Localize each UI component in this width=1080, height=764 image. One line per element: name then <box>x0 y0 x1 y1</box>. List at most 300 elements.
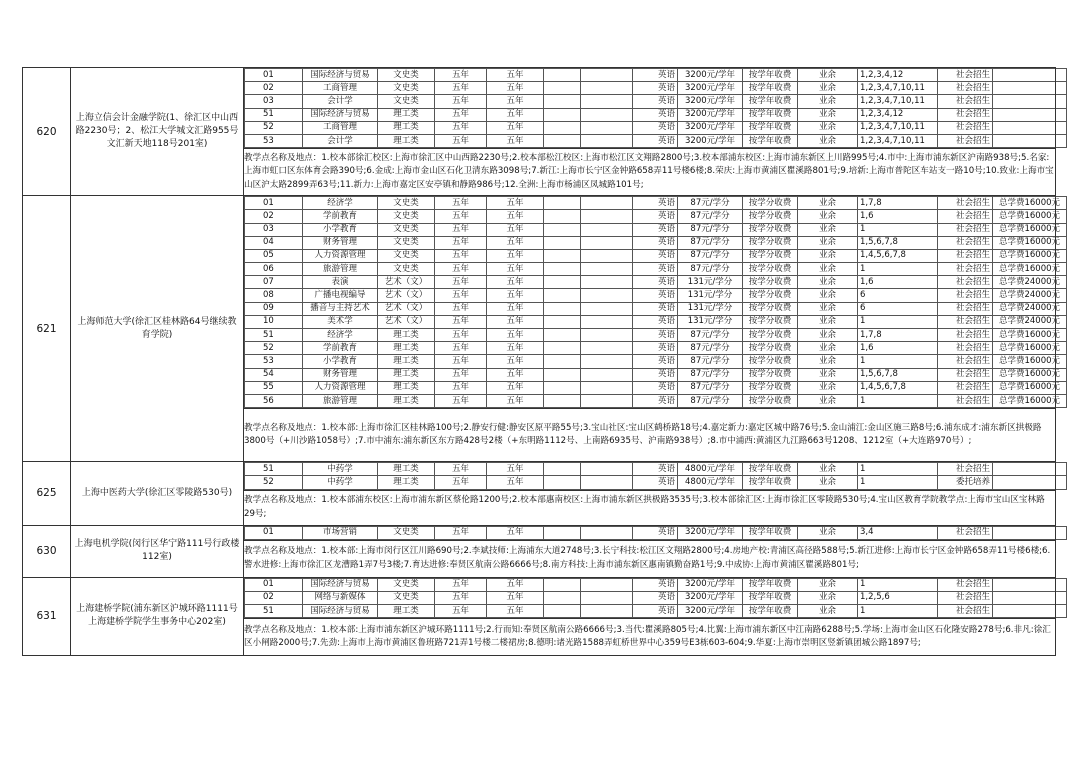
major-row <box>245 342 1067 355</box>
major-cell-col9: 按学年收费 <box>743 591 798 604</box>
majors-table <box>244 578 1067 619</box>
major-cell-col1: 国际经济与贸易 <box>303 578 378 591</box>
major-cell-col5 <box>544 236 581 249</box>
major-cell-col2: 文史类 <box>378 526 435 539</box>
major-cell-col8: 131元/学分 <box>678 276 743 289</box>
major-cell-col1: 经济学 <box>303 329 378 342</box>
major-cell-col11: 6 <box>858 302 938 315</box>
major-cell-col2: 理工类 <box>378 329 435 342</box>
major-cell-col9: 按学分收费 <box>743 394 798 407</box>
major-cell-col8: 3200元/学年 <box>678 578 743 591</box>
major-cell-col10: 业余 <box>798 197 858 210</box>
major-cell-col6 <box>581 263 633 276</box>
major-cell-col1: 学前教育 <box>303 210 378 223</box>
major-cell-col0: 07 <box>245 276 303 289</box>
major-cell-col10: 业余 <box>798 302 858 315</box>
major-cell-col3: 五年 <box>435 591 487 604</box>
teaching-sites-note: 教学点名称及地点：1.校本部:上海市徐汇区桂林路100号;2.静安行健:静安区原平路55号;3.宝山社区:宝山区鹤桥路18号;4.嘉定新力:嘉定区城中路76号;5.金山浦江:金山区施三路8号;6.浦东成才:浦东新区拱极路3800号（+川沙路1058号）;7.市中浦东:浦东新区东方路428号2楼（+东明路1112号、上南路6935号、沪南路938号）;8.市中浦西:黄浦区九江路663号1208、1212室（+大连路970号）; <box>244 409 1056 462</box>
major-cell-col5 <box>544 134 581 147</box>
major-cell-col0: 51 <box>245 108 303 121</box>
institution-name: 上海立信会计金融学院(1、徐汇区中山西路2230号；2、松江大学城文汇路955号文汇新天地118号201室) <box>71 68 244 196</box>
major-cell-col12: 社会招生 <box>938 355 993 368</box>
major-cell-col9: 按学分收费 <box>743 223 798 236</box>
major-cell-col1: 市场营销 <box>303 526 378 539</box>
majors-cell <box>244 462 1056 490</box>
major-cell-col7: 英语 <box>633 95 678 108</box>
major-cell-col8: 131元/学分 <box>678 315 743 328</box>
major-cell-col5 <box>544 263 581 276</box>
major-cell-col1: 国际经济与贸易 <box>303 69 378 82</box>
major-cell-col11: 1,5,6,7,8 <box>858 368 938 381</box>
teaching-sites-note: 教学点名称及地点：1.校本部:上海市闵行区江川路690号;2.李斌技师:上海浦东大道2748号;3.长宁科技:松江区文翔路2800号;4.房地产校:青浦区高径路588号;5.新江进修:上海市长宁区金钟路658弄11号楼6楼;6.警水进修:上海市徐汇区龙漕路1弄7号3楼;7.育达进修:奉贤区航南公路6666号;8.南方科技:上海市浦东新区惠南镇勤奋路1号;9.中成协:上海市黄浦区瞿溪路801号; <box>244 540 1056 577</box>
major-cell-col7: 英语 <box>633 121 678 134</box>
major-cell-col1: 网络与新媒体 <box>303 591 378 604</box>
major-cell-col6 <box>581 210 633 223</box>
major-cell-col13 <box>993 605 1067 618</box>
major-cell-col2: 理工类 <box>378 394 435 407</box>
major-cell-col12: 社会招生 <box>938 289 993 302</box>
major-cell-col5 <box>544 95 581 108</box>
major-cell-col12: 社会招生 <box>938 69 993 82</box>
major-cell-col13: 总学费16000元 <box>993 263 1067 276</box>
major-cell-col13: 总学费16000元 <box>993 368 1067 381</box>
major-cell-col1: 播音与主持艺术 <box>303 302 378 315</box>
major-cell-col4: 五年 <box>487 476 544 489</box>
major-cell-col13: 总学费16000元 <box>993 342 1067 355</box>
major-cell-col1: 小学教育 <box>303 355 378 368</box>
major-cell-col6 <box>581 605 633 618</box>
major-cell-col10: 业余 <box>798 289 858 302</box>
major-row <box>245 236 1067 249</box>
major-cell-col8: 87元/学分 <box>678 249 743 262</box>
major-row <box>245 82 1067 95</box>
major-row <box>245 329 1067 342</box>
major-cell-col13: 总学费16000元 <box>993 381 1067 394</box>
majors-cell <box>244 196 1061 409</box>
major-cell-col7: 英语 <box>633 108 678 121</box>
major-cell-col4: 五年 <box>487 355 544 368</box>
major-row <box>245 95 1067 108</box>
major-cell-col9: 按学分收费 <box>743 355 798 368</box>
major-cell-col1: 旅游管理 <box>303 263 378 276</box>
major-cell-col4: 五年 <box>487 302 544 315</box>
major-cell-col8: 87元/学分 <box>678 355 743 368</box>
major-cell-col2: 文史类 <box>378 263 435 276</box>
major-cell-col4: 五年 <box>487 121 544 134</box>
major-row <box>245 394 1067 407</box>
major-cell-col3: 五年 <box>435 394 487 407</box>
major-cell-col3: 五年 <box>435 342 487 355</box>
major-cell-col12: 社会招生 <box>938 249 993 262</box>
major-cell-col5 <box>544 276 581 289</box>
major-cell-col5 <box>544 381 581 394</box>
major-cell-col7: 英语 <box>633 368 678 381</box>
major-cell-col5 <box>544 289 581 302</box>
major-cell-col4: 五年 <box>487 394 544 407</box>
major-cell-col3: 五年 <box>435 526 487 539</box>
major-cell-col10: 业余 <box>798 121 858 134</box>
major-cell-col12: 社会招生 <box>938 263 993 276</box>
major-cell-col2: 艺术（文） <box>378 276 435 289</box>
major-cell-col12: 社会招生 <box>938 236 993 249</box>
major-cell-col3: 五年 <box>435 95 487 108</box>
major-row <box>245 463 1067 476</box>
major-cell-col0: 02 <box>245 210 303 223</box>
major-cell-col1: 工商管理 <box>303 121 378 134</box>
major-cell-col8: 3200元/学年 <box>678 69 743 82</box>
major-cell-col2: 理工类 <box>378 355 435 368</box>
major-cell-col7: 英语 <box>633 302 678 315</box>
major-cell-col1: 中药学 <box>303 476 378 489</box>
major-cell-col12: 社会招生 <box>938 526 993 539</box>
major-cell-col8: 3200元/学年 <box>678 82 743 95</box>
major-cell-col6 <box>581 121 633 134</box>
major-cell-col3: 五年 <box>435 197 487 210</box>
major-cell-col9: 按学分收费 <box>743 302 798 315</box>
major-cell-col8: 87元/学分 <box>678 368 743 381</box>
major-cell-col0: 10 <box>245 315 303 328</box>
major-cell-col7: 英语 <box>633 315 678 328</box>
major-cell-col13: 总学费16000元 <box>993 394 1067 407</box>
major-cell-col4: 五年 <box>487 263 544 276</box>
major-cell-col1: 学前教育 <box>303 342 378 355</box>
major-cell-col9: 按学年收费 <box>743 69 798 82</box>
major-cell-col0: 05 <box>245 249 303 262</box>
major-cell-col13: 总学费24000元 <box>993 315 1067 328</box>
major-cell-col6 <box>581 526 633 539</box>
major-cell-col12: 社会招生 <box>938 210 993 223</box>
major-cell-col2: 文史类 <box>378 82 435 95</box>
major-cell-col10: 业余 <box>798 315 858 328</box>
major-cell-col11: 1 <box>858 463 938 476</box>
major-cell-col12: 社会招生 <box>938 342 993 355</box>
major-cell-col0: 52 <box>245 476 303 489</box>
major-cell-col12: 社会招生 <box>938 82 993 95</box>
major-cell-col3: 五年 <box>435 263 487 276</box>
major-cell-col6 <box>581 342 633 355</box>
institution-block <box>23 68 1056 149</box>
major-cell-col7: 英语 <box>633 578 678 591</box>
major-cell-col10: 业余 <box>798 526 858 539</box>
major-cell-col10: 业余 <box>798 134 858 147</box>
major-row <box>245 276 1067 289</box>
major-cell-col6 <box>581 329 633 342</box>
major-cell-col13 <box>993 476 1067 489</box>
major-cell-col0: 03 <box>245 95 303 108</box>
major-cell-col5 <box>544 355 581 368</box>
major-cell-col10: 业余 <box>798 355 858 368</box>
major-cell-col2: 理工类 <box>378 121 435 134</box>
major-cell-col3: 五年 <box>435 223 487 236</box>
major-cell-col6 <box>581 578 633 591</box>
major-cell-col7: 英语 <box>633 82 678 95</box>
major-cell-col12: 社会招生 <box>938 394 993 407</box>
major-cell-col12: 社会招生 <box>938 302 993 315</box>
major-cell-col4: 五年 <box>487 249 544 262</box>
major-cell-col3: 五年 <box>435 381 487 394</box>
major-cell-col6 <box>581 315 633 328</box>
major-cell-col2: 艺术（文） <box>378 315 435 328</box>
major-cell-col4: 五年 <box>487 223 544 236</box>
major-cell-col4: 五年 <box>487 210 544 223</box>
major-cell-col6 <box>581 355 633 368</box>
major-cell-col9: 按学年收费 <box>743 95 798 108</box>
major-cell-col6 <box>581 223 633 236</box>
major-cell-col6 <box>581 591 633 604</box>
major-cell-col10: 业余 <box>798 108 858 121</box>
major-cell-col6 <box>581 476 633 489</box>
major-row <box>245 108 1067 121</box>
major-cell-col2: 文史类 <box>378 210 435 223</box>
institution-code: 625 <box>23 462 71 525</box>
major-cell-col2: 理工类 <box>378 463 435 476</box>
major-cell-col4: 五年 <box>487 134 544 147</box>
major-cell-col7: 英语 <box>633 289 678 302</box>
major-cell-col9: 按学分收费 <box>743 197 798 210</box>
major-cell-col0: 01 <box>245 69 303 82</box>
major-cell-col13: 总学费24000元 <box>993 289 1067 302</box>
major-cell-col5 <box>544 210 581 223</box>
major-cell-col7: 英语 <box>633 342 678 355</box>
major-cell-col11: 1,2,3,4,12 <box>858 108 938 121</box>
major-cell-col11: 1,2,3,4,12 <box>858 69 938 82</box>
admissions-table-sheet <box>22 67 1061 656</box>
major-cell-col8: 87元/学分 <box>678 342 743 355</box>
major-cell-col1: 会计学 <box>303 134 378 147</box>
major-cell-col5 <box>544 315 581 328</box>
major-cell-col4: 五年 <box>487 342 544 355</box>
major-cell-col6 <box>581 236 633 249</box>
major-cell-col8: 87元/学分 <box>678 394 743 407</box>
major-cell-col11: 1,2,3,4,7,10,11 <box>858 134 938 147</box>
major-cell-col12: 社会招生 <box>938 368 993 381</box>
major-cell-col7: 英语 <box>633 249 678 262</box>
major-cell-col10: 业余 <box>798 463 858 476</box>
major-row <box>245 355 1067 368</box>
major-cell-col11: 6 <box>858 289 938 302</box>
major-cell-col9: 按学分收费 <box>743 263 798 276</box>
major-cell-col10: 业余 <box>798 329 858 342</box>
major-cell-col7: 英语 <box>633 526 678 539</box>
major-cell-col3: 五年 <box>435 249 487 262</box>
major-cell-col7: 英语 <box>633 69 678 82</box>
major-cell-col10: 业余 <box>798 210 858 223</box>
institution-name: 上海电机学院(闵行区华宁路111号行政楼112室) <box>71 525 244 577</box>
major-cell-col0: 01 <box>245 526 303 539</box>
major-cell-col5 <box>544 526 581 539</box>
major-cell-col7: 英语 <box>633 210 678 223</box>
major-cell-col8: 3200元/学年 <box>678 526 743 539</box>
major-cell-col13: 总学费16000元 <box>993 210 1067 223</box>
major-cell-col5 <box>544 591 581 604</box>
major-cell-col0: 03 <box>245 223 303 236</box>
major-cell-col12: 社会招生 <box>938 197 993 210</box>
major-row <box>245 69 1067 82</box>
major-cell-col6 <box>581 381 633 394</box>
major-cell-col8: 3200元/学年 <box>678 591 743 604</box>
major-cell-col7: 英语 <box>633 329 678 342</box>
major-row <box>245 315 1067 328</box>
major-cell-col8: 87元/学分 <box>678 223 743 236</box>
major-cell-col6 <box>581 368 633 381</box>
majors-table <box>244 196 1067 408</box>
major-cell-col5 <box>544 476 581 489</box>
major-cell-col8: 3200元/学年 <box>678 134 743 147</box>
major-row <box>245 526 1067 539</box>
major-cell-col0: 53 <box>245 355 303 368</box>
major-row <box>245 476 1067 489</box>
major-cell-col2: 理工类 <box>378 476 435 489</box>
major-cell-col1: 广播电视编导 <box>303 289 378 302</box>
major-cell-col13 <box>993 82 1067 95</box>
major-cell-col6 <box>581 249 633 262</box>
major-cell-col3: 五年 <box>435 302 487 315</box>
major-cell-col9: 按学分收费 <box>743 315 798 328</box>
major-cell-col8: 4800元/学年 <box>678 476 743 489</box>
major-cell-col2: 艺术（文） <box>378 302 435 315</box>
major-cell-col4: 五年 <box>487 289 544 302</box>
major-cell-col1: 财务管理 <box>303 236 378 249</box>
major-cell-col7: 英语 <box>633 263 678 276</box>
major-row <box>245 302 1067 315</box>
majors-cell <box>244 68 1056 149</box>
major-cell-col12: 社会招生 <box>938 121 993 134</box>
major-cell-col13 <box>993 591 1067 604</box>
major-cell-col11: 1,7,8 <box>858 197 938 210</box>
major-cell-col6 <box>581 276 633 289</box>
major-cell-col9: 按学年收费 <box>743 463 798 476</box>
major-cell-col8: 87元/学分 <box>678 197 743 210</box>
major-cell-col9: 按学分收费 <box>743 289 798 302</box>
major-cell-col4: 五年 <box>487 368 544 381</box>
major-cell-col8: 87元/学分 <box>678 210 743 223</box>
major-cell-col2: 文史类 <box>378 223 435 236</box>
major-cell-col13: 总学费24000元 <box>993 276 1067 289</box>
major-cell-col13 <box>993 108 1067 121</box>
major-cell-col12: 委托培养 <box>938 476 993 489</box>
major-cell-col12: 社会招生 <box>938 605 993 618</box>
major-row <box>245 381 1067 394</box>
major-cell-col4: 五年 <box>487 526 544 539</box>
major-cell-col3: 五年 <box>435 210 487 223</box>
teaching-sites-note: 教学点名称及地点：1.校本部徐汇校区:上海市徐汇区中山西路2230号;2.校本部松江校区:上海市松江区文翔路2800号;3.校本部浦东校区:上海市浦东新区上川路995号;4.市中:上海市浦东新区沪南路938号;5.名家:上海市虹口区东体育会路390号;6.金成:上海市金山区石化卫清东路3098号;7.新江:上海市长宁区金钟路658弄11号楼6楼;8.荣庆:上海市黄浦区瞿溪路801号;9.培新:上海市普陀区车站支一路10号;10.致业:上海市宝山区沪太路2899弄63号;11.新力:上海市嘉定区安亭镇和静路986号;12.全洲:上海市杨浦区凤城路101号; <box>244 149 1056 196</box>
institution-name: 上海建桥学院(浦东新区沪城环路1111号上海建桥学院学生事务中心202室) <box>71 577 244 656</box>
major-cell-col7: 英语 <box>633 355 678 368</box>
major-cell-col9: 按学年收费 <box>743 108 798 121</box>
major-cell-col13 <box>993 69 1067 82</box>
major-cell-col5 <box>544 605 581 618</box>
major-cell-col9: 按学分收费 <box>743 342 798 355</box>
major-cell-col1: 人力资源管理 <box>303 249 378 262</box>
major-cell-col5 <box>544 329 581 342</box>
major-cell-col5 <box>544 223 581 236</box>
major-cell-col9: 按学分收费 <box>743 210 798 223</box>
majors-table <box>244 526 1067 540</box>
major-cell-col0: 52 <box>245 121 303 134</box>
major-cell-col4: 五年 <box>487 605 544 618</box>
major-cell-col2: 文史类 <box>378 197 435 210</box>
major-row <box>245 289 1067 302</box>
major-cell-col8: 3200元/学年 <box>678 108 743 121</box>
major-cell-col0: 02 <box>245 591 303 604</box>
major-cell-col1: 人力资源管理 <box>303 381 378 394</box>
major-cell-col1: 工商管理 <box>303 82 378 95</box>
major-cell-col3: 五年 <box>435 578 487 591</box>
major-cell-col2: 文史类 <box>378 95 435 108</box>
major-cell-col12: 社会招生 <box>938 276 993 289</box>
major-cell-col13: 总学费16000元 <box>993 249 1067 262</box>
major-row <box>245 605 1067 618</box>
major-row <box>245 249 1067 262</box>
major-cell-col6 <box>581 394 633 407</box>
major-cell-col11: 1 <box>858 605 938 618</box>
major-cell-col13: 总学费16000元 <box>993 223 1067 236</box>
major-cell-col0: 51 <box>245 605 303 618</box>
major-cell-col13 <box>993 463 1067 476</box>
major-cell-col0: 06 <box>245 263 303 276</box>
major-cell-col9: 按学年收费 <box>743 526 798 539</box>
major-cell-col12: 社会招生 <box>938 108 993 121</box>
major-cell-col11: 1,6 <box>858 276 938 289</box>
major-cell-col4: 五年 <box>487 463 544 476</box>
major-cell-col2: 文史类 <box>378 591 435 604</box>
major-cell-col6 <box>581 134 633 147</box>
major-cell-col0: 54 <box>245 368 303 381</box>
institution-block <box>23 525 1056 540</box>
major-cell-col11: 1 <box>858 355 938 368</box>
major-cell-col7: 英语 <box>633 394 678 407</box>
major-cell-col5 <box>544 463 581 476</box>
major-cell-col6 <box>581 302 633 315</box>
major-cell-col2: 文史类 <box>378 69 435 82</box>
major-cell-col0: 51 <box>245 329 303 342</box>
major-cell-col9: 按学分收费 <box>743 249 798 262</box>
major-cell-col6 <box>581 197 633 210</box>
admissions-table <box>22 67 1061 656</box>
major-cell-col11: 1,6 <box>858 210 938 223</box>
major-cell-col11: 1 <box>858 315 938 328</box>
major-cell-col0: 01 <box>245 197 303 210</box>
major-cell-col0: 02 <box>245 82 303 95</box>
major-cell-col6 <box>581 108 633 121</box>
majors-table <box>244 462 1067 489</box>
major-cell-col0: 52 <box>245 342 303 355</box>
major-cell-col9: 按学年收费 <box>743 121 798 134</box>
major-cell-col4: 五年 <box>487 108 544 121</box>
major-cell-col7: 英语 <box>633 134 678 147</box>
major-cell-col10: 业余 <box>798 591 858 604</box>
major-cell-col8: 87元/学分 <box>678 236 743 249</box>
major-cell-col5 <box>544 302 581 315</box>
major-cell-col2: 文史类 <box>378 249 435 262</box>
major-cell-col3: 五年 <box>435 108 487 121</box>
major-cell-col4: 五年 <box>487 69 544 82</box>
major-cell-col4: 五年 <box>487 315 544 328</box>
major-cell-col6 <box>581 95 633 108</box>
major-cell-col10: 业余 <box>798 394 858 407</box>
major-cell-col11: 1,2,5,6 <box>858 591 938 604</box>
major-cell-col12: 社会招生 <box>938 223 993 236</box>
institution-block <box>23 577 1056 619</box>
major-cell-col10: 业余 <box>798 95 858 108</box>
major-cell-col4: 五年 <box>487 276 544 289</box>
major-cell-col3: 五年 <box>435 82 487 95</box>
major-cell-col6 <box>581 82 633 95</box>
major-cell-col9: 按学年收费 <box>743 476 798 489</box>
major-cell-col4: 五年 <box>487 197 544 210</box>
major-cell-col11: 3,4 <box>858 526 938 539</box>
major-cell-col5 <box>544 578 581 591</box>
